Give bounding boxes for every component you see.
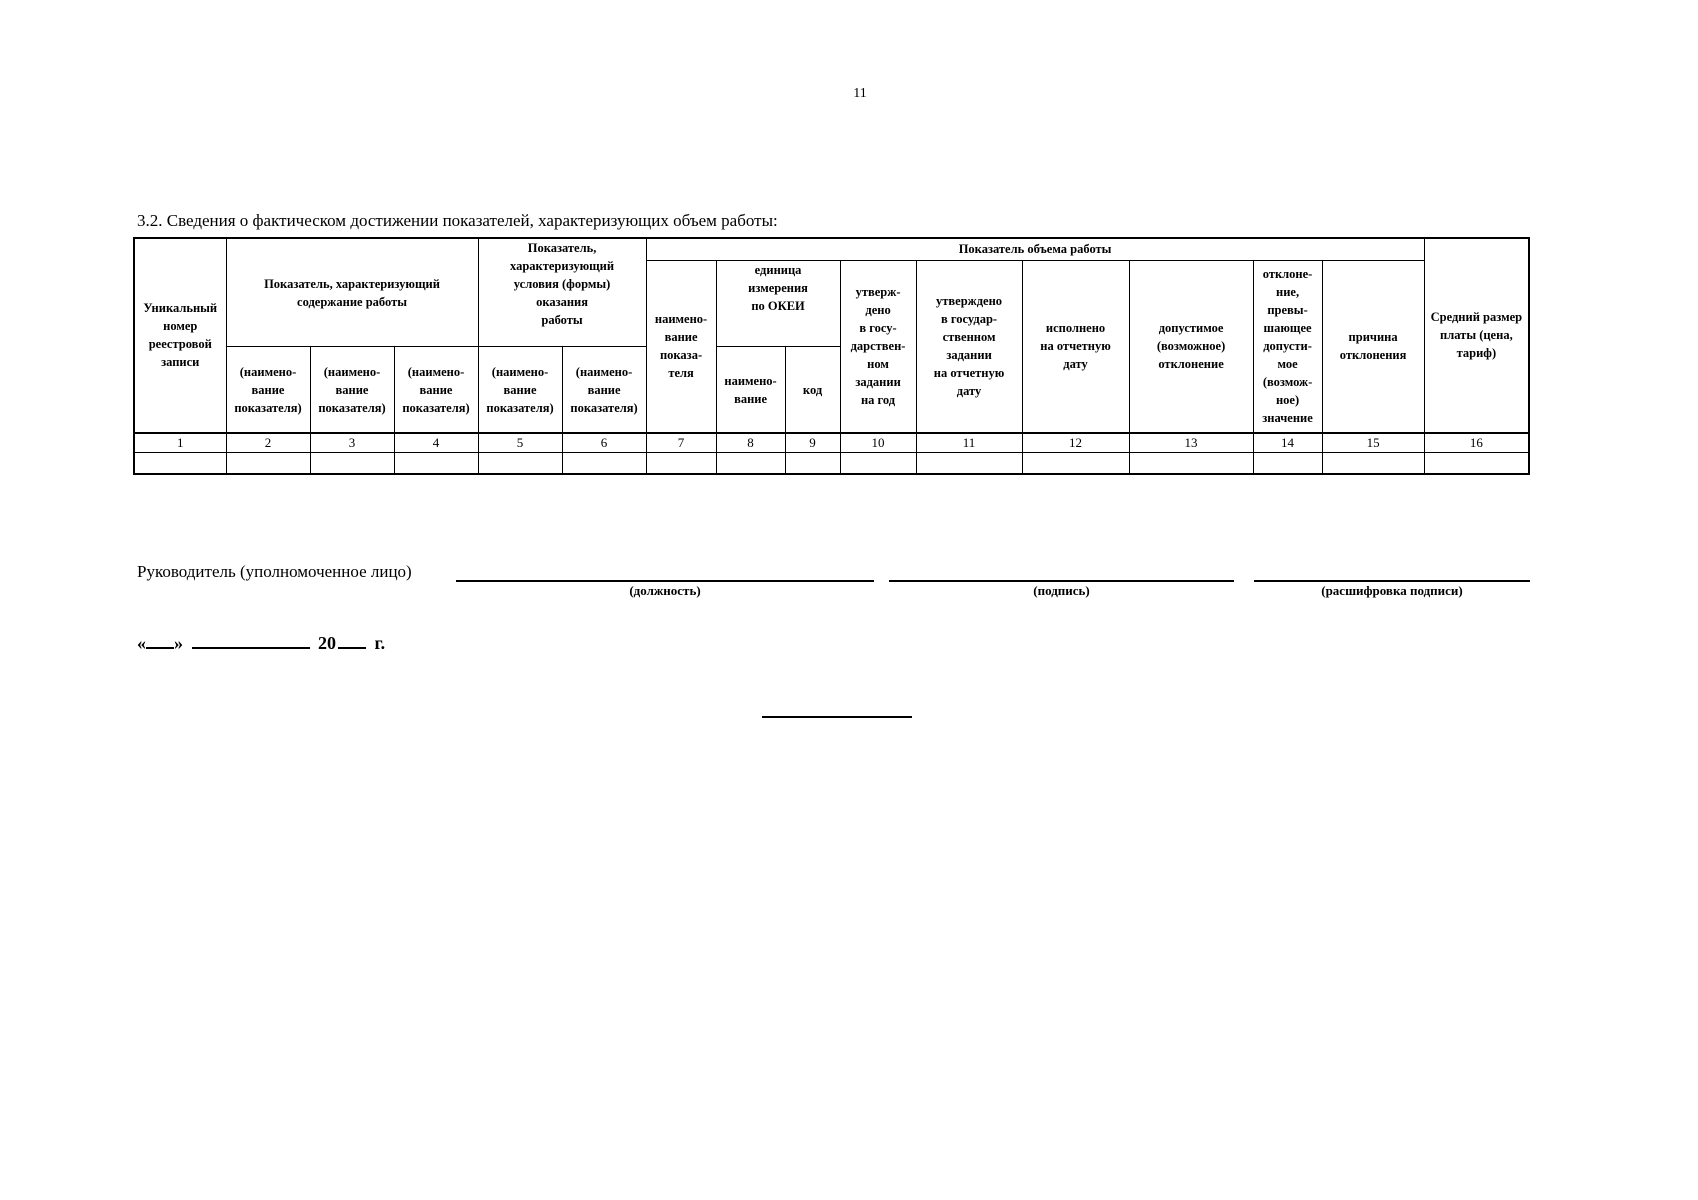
header-content-indicator: Показатель, характеризующий содержание работы: [226, 238, 478, 347]
table-row: [134, 453, 1529, 474]
header-unique-record-number: Уникальный номер реестровой записи: [134, 238, 226, 433]
header-exceeding-deviation: отклоне- ние, превы- шающее допусти- мое (возмож- ное) значение: [1253, 260, 1322, 432]
year-suffix: г.: [374, 633, 386, 653]
data-cell[interactable]: [562, 453, 646, 474]
header-executed: исполнено на отчетную дату: [1022, 260, 1129, 432]
column-number: 10: [840, 433, 916, 453]
data-cell[interactable]: [1424, 453, 1529, 474]
header-average-payment: Средний размер платы (цена, тариф): [1424, 238, 1529, 433]
data-cell[interactable]: [1322, 453, 1424, 474]
header-indicator-name-sub: (наимено- вание показателя): [478, 347, 562, 433]
month-blank[interactable]: [192, 631, 310, 649]
data-cell[interactable]: [226, 453, 310, 474]
data-cell[interactable]: [646, 453, 716, 474]
volume-indicators-table: [133, 237, 1530, 475]
data-cell[interactable]: [1022, 453, 1129, 474]
header-indicator-name-sub: (наимено- вание показателя): [562, 347, 646, 433]
data-cell[interactable]: [1253, 453, 1322, 474]
column-number: 1: [134, 433, 226, 453]
year-blank[interactable]: [338, 631, 366, 649]
column-number: 15: [1322, 433, 1424, 453]
column-number: 5: [478, 433, 562, 453]
column-number: 14: [1253, 433, 1322, 453]
date-close-quote: »: [174, 633, 183, 653]
position-line[interactable]: [456, 580, 874, 582]
data-cell[interactable]: [785, 453, 840, 474]
column-number: 12: [1022, 433, 1129, 453]
column-number: 4: [394, 433, 478, 453]
header-indicator-name-sub: (наимено- вание показателя): [394, 347, 478, 433]
column-number: 2: [226, 433, 310, 453]
signature-label: Руководитель (уполномоченное лицо): [137, 562, 412, 581]
header-deviation-reason: причина отклонения: [1322, 260, 1424, 432]
header-indicator-name: наимено- вание показа- теля: [646, 260, 716, 432]
section-title: 3.2. Сведения о фактическом достижении показателей, характеризующих объем работы:: [137, 211, 778, 230]
date-line: [137, 631, 385, 654]
data-cell[interactable]: [478, 453, 562, 474]
header-unit-okei: единица измерения по ОКЕИ: [716, 260, 840, 347]
column-number: 3: [310, 433, 394, 453]
day-blank[interactable]: [146, 631, 174, 649]
column-number: 13: [1129, 433, 1253, 453]
header-indicator-name-sub: (наимено- вание показателя): [310, 347, 394, 433]
data-cell[interactable]: [840, 453, 916, 474]
year-prefix: 20: [318, 633, 336, 653]
column-number: 6: [562, 433, 646, 453]
header-approved-report-date: утверждено в государ- ственном задании на отчетную дату: [916, 260, 1022, 432]
column-number: 16: [1424, 433, 1529, 453]
signature-decoding-line[interactable]: [1254, 580, 1530, 582]
signature-caption: (подпись): [1033, 583, 1090, 598]
data-cell[interactable]: [134, 453, 226, 474]
date-open-quote: «: [137, 633, 146, 653]
position-caption: (должность): [629, 583, 701, 598]
header-unit-name: наимено- вание: [716, 347, 785, 433]
data-cell[interactable]: [310, 453, 394, 474]
signature-line[interactable]: [889, 580, 1234, 582]
column-number: 7: [646, 433, 716, 453]
data-cell[interactable]: [716, 453, 785, 474]
header-volume-indicator: Показатель объема работы: [646, 238, 1424, 260]
data-cell[interactable]: [1129, 453, 1253, 474]
header-conditions-indicator: Показатель, характеризующий условия (формы) оказания работы: [478, 238, 646, 347]
data-cell[interactable]: [394, 453, 478, 474]
header-unit-code: код: [785, 347, 840, 433]
page-number: 11: [853, 86, 867, 101]
end-separator-line: [762, 716, 912, 718]
data-cell[interactable]: [916, 453, 1022, 474]
column-number: 11: [916, 433, 1022, 453]
header-indicator-name-sub: (наимено- вание показателя): [226, 347, 310, 433]
column-number: 8: [716, 433, 785, 453]
signature-decoding-caption: (расшифровка подписи): [1321, 583, 1463, 598]
header-approved-year: утверж- дено в госу- дарствен- ном задании на год: [840, 260, 916, 432]
column-number: 9: [785, 433, 840, 453]
header-allowed-deviation: допустимое (возможное) отклонение: [1129, 260, 1253, 432]
